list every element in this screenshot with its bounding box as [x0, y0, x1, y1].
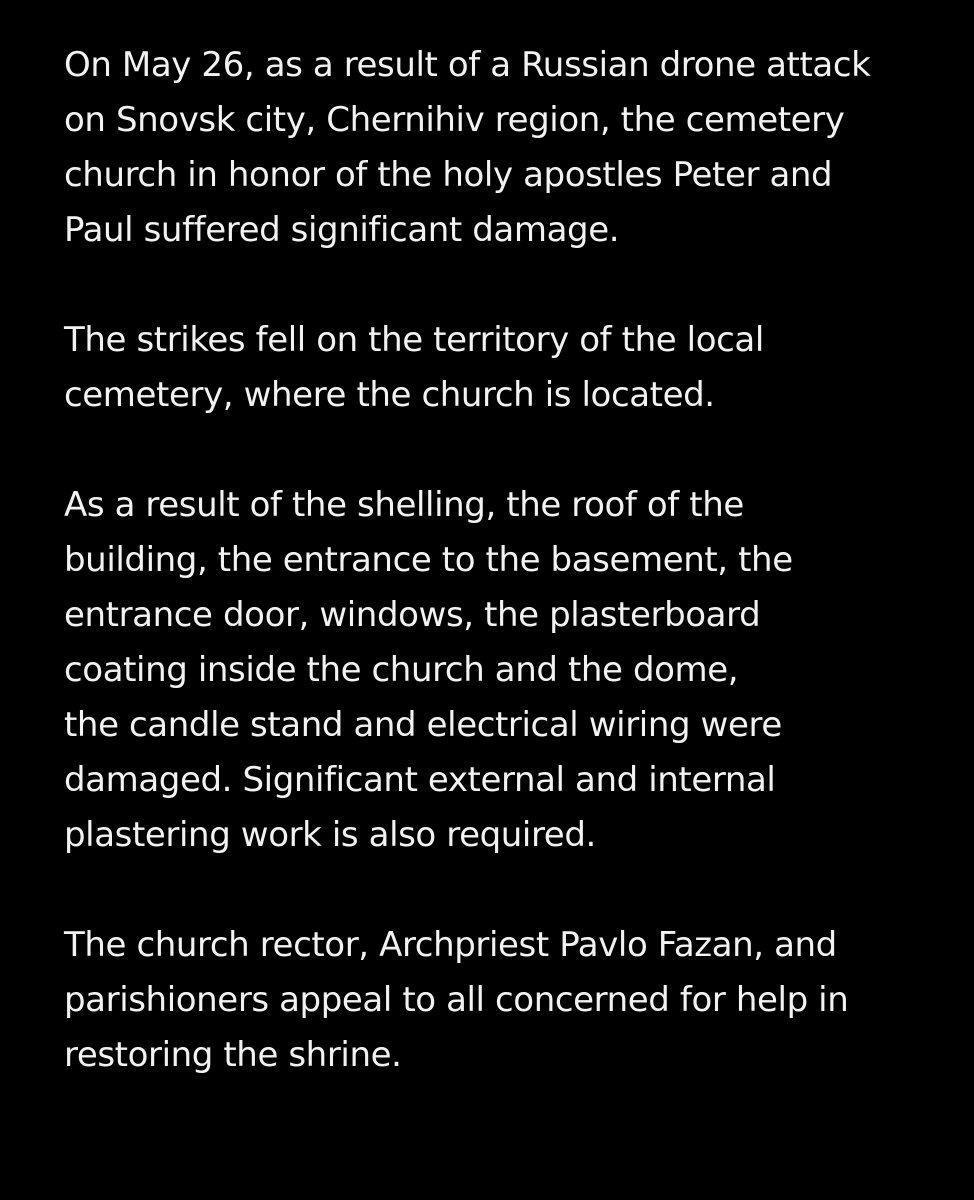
text-line: restoring the shrine.	[64, 1035, 402, 1075]
text-line: coating inside the church and the dome,	[64, 650, 739, 690]
text-line: on Snovsk city, Chernihiv region, the cemetery	[64, 100, 845, 140]
paragraph-strikes	[64, 313, 944, 423]
paragraph-attack	[64, 38, 944, 258]
text-line: damaged. Significant external and internal	[64, 760, 776, 800]
paragraph-appeal	[64, 918, 944, 1083]
text-line: church in honor of the holy apostles Peter and	[64, 155, 833, 195]
note-text-body	[64, 38, 944, 1138]
text-line: The strikes fell on the territory of the local	[64, 320, 764, 360]
text-line: the candle stand and electrical wiring were	[64, 705, 782, 745]
text-line: Paul suffered significant damage.	[64, 210, 620, 250]
text-line: parishioners appeal to all concerned for help in	[64, 980, 849, 1020]
text-line: building, the entrance to the basement, the	[64, 540, 793, 580]
text-line: plastering work is also required.	[64, 815, 596, 855]
text-line: cemetery, where the church is located.	[64, 375, 715, 415]
text-line: entrance door, windows, the plasterboard	[64, 595, 761, 635]
text-line: As a result of the shelling, the roof of the	[64, 485, 744, 525]
paragraph-damage	[64, 478, 944, 863]
text-line: The church rector, Archpriest Pavlo Fazan, and	[64, 925, 837, 965]
text-line: On May 26, as a result of a Russian drone attack	[64, 45, 871, 85]
